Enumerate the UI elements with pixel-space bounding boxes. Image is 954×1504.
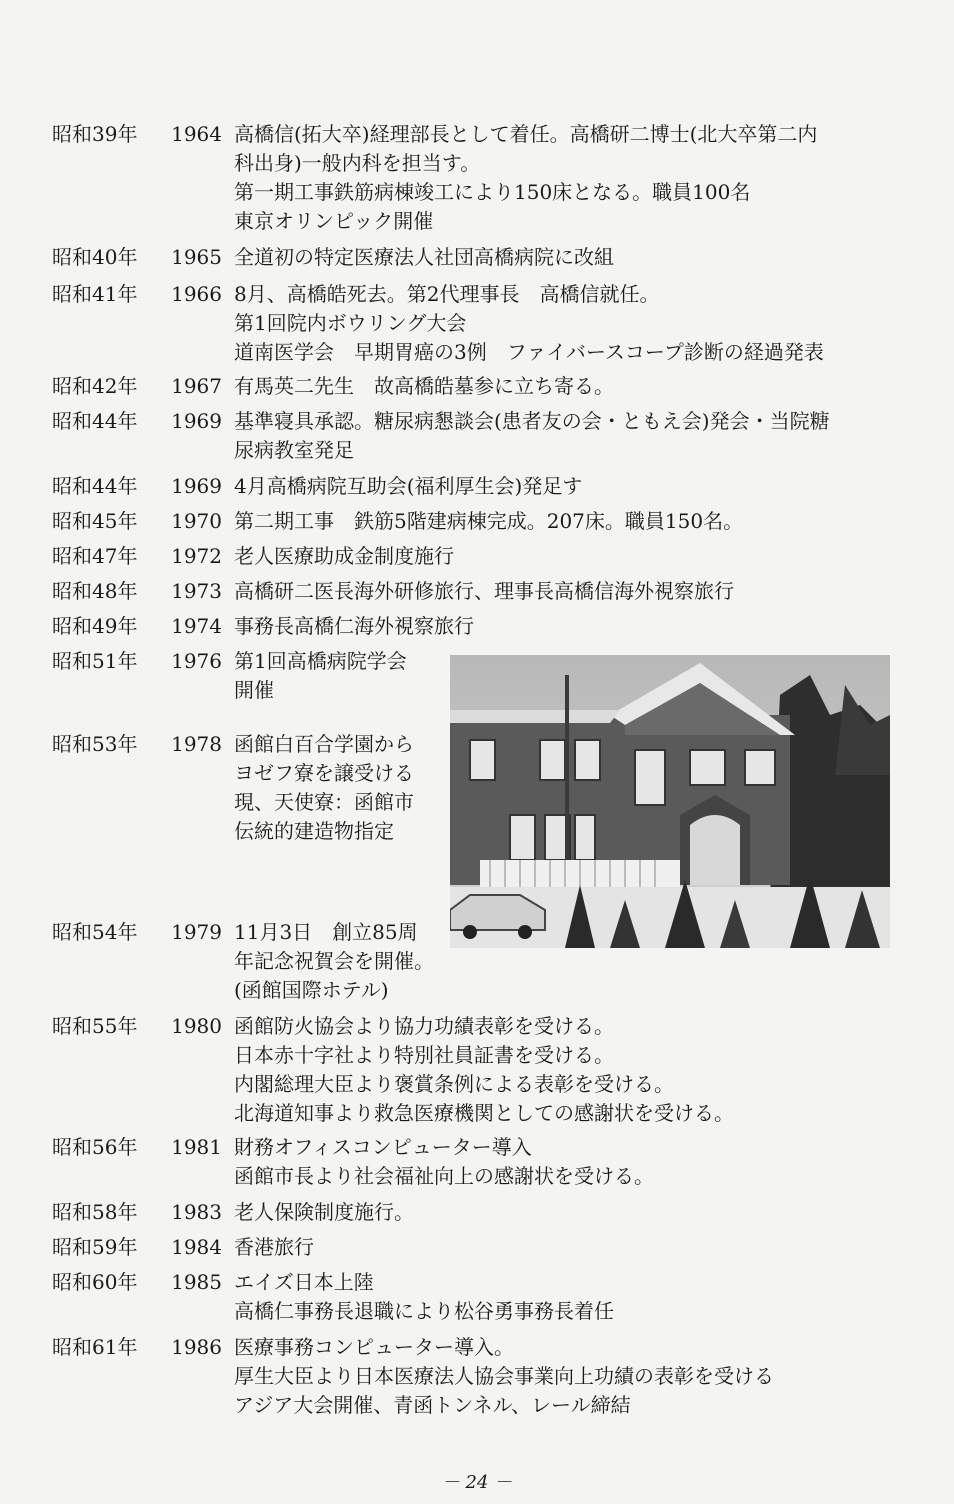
page-number: － 24 － [441, 1472, 513, 1493]
entry-text [234, 1333, 914, 1420]
western-year: 1970 [171, 509, 222, 533]
entry-line: 基準寝具承認。糖尿病懇談会(患者友の会・ともえ会)発会・当院糖 [234, 409, 830, 433]
era-year: 昭和41年 [52, 282, 138, 306]
entry-line: 高橋研二医長海外研修旅行、理事長高橋信海外視察旅行 [234, 579, 734, 603]
entry-line: 財務オフィスコンピューター導入 [234, 1135, 532, 1159]
entry-line: アジア大会開催、青函トンネル、レール締結 [234, 1393, 631, 1417]
entry-line: 函館防火協会より協力功績表彰を受ける。 [234, 1014, 614, 1038]
building-photo-illustration [450, 655, 890, 948]
entry-line: 北海道知事より救急医療機関としての感謝状を受ける。 [234, 1101, 734, 1125]
entry-text [234, 120, 914, 236]
era-year: 昭和61年 [52, 1335, 138, 1359]
era-year: 昭和44年 [52, 409, 138, 433]
era-year: 昭和54年 [52, 920, 138, 944]
entry-line: 函館白百合学園から [234, 732, 414, 756]
western-year: 1974 [171, 614, 222, 638]
entry-text [234, 1198, 914, 1227]
era-year: 昭和59年 [52, 1235, 138, 1259]
entry-text [234, 472, 914, 501]
era-year: 昭和45年 [52, 509, 138, 533]
entry-line: 第1回高橋病院学会 [234, 649, 407, 673]
entry-text [234, 407, 914, 465]
western-year: 1980 [171, 1014, 222, 1038]
entry-line: 高橋仁事務長退職により松谷勇事務長着任 [234, 1299, 614, 1323]
building-photo [450, 655, 890, 948]
entry-line: 伝統的建造物指定 [234, 819, 394, 843]
entry-line: 厚生大臣より日本医療法人協会事業向上功績の表彰を受ける [234, 1364, 774, 1388]
entry-line: 高橋信(拓大卒)経理部長として着任。高橋研二博士(北大卒第二内 [234, 122, 818, 146]
entry-line: 4月高橋病院互助会(福利厚生会)発足す [234, 474, 583, 498]
western-year: 1973 [171, 579, 222, 603]
era-year: 昭和48年 [52, 579, 138, 603]
entry-text [234, 1233, 914, 1262]
western-year: 1983 [171, 1200, 222, 1224]
entry-line: 道南医学会 早期胃癌の3例 ファイバースコープ診断の経過発表 [234, 340, 824, 364]
entry-line: ヨゼフ寮を譲受ける [234, 761, 414, 785]
era-year: 昭和53年 [52, 732, 138, 756]
era-year: 昭和49年 [52, 614, 138, 638]
entry-line: 事務長高橋仁海外視察旅行 [234, 614, 474, 638]
entry-text [234, 507, 914, 536]
entry-text [234, 280, 914, 367]
entry-text [234, 1012, 914, 1128]
entry-text [234, 612, 914, 641]
entry-text [234, 542, 914, 571]
entry-line: 内閣総理大臣より褒賞条例による表彰を受ける。 [234, 1072, 674, 1096]
entry-text [234, 1268, 914, 1326]
western-year: 1985 [171, 1270, 222, 1294]
western-year: 1966 [171, 282, 222, 306]
entry-line: 科出身)一般内科を担当す。 [234, 151, 481, 175]
era-year: 昭和60年 [52, 1270, 138, 1294]
era-year: 昭和47年 [52, 544, 138, 568]
western-year: 1972 [171, 544, 222, 568]
western-year: 1964 [171, 122, 222, 146]
western-year: 1969 [171, 409, 222, 433]
entry-line: エイズ日本上陸 [234, 1270, 374, 1294]
entry-line: 有馬英二先生 故高橋皓墓参に立ち寄る。 [234, 374, 614, 398]
entry-text [234, 372, 914, 401]
era-year: 昭和51年 [52, 649, 138, 673]
western-year: 1976 [171, 649, 222, 673]
western-year: 1965 [171, 245, 222, 269]
entry-line: 東京オリンピック開催 [234, 209, 434, 233]
era-year: 昭和55年 [52, 1014, 138, 1038]
era-year: 昭和40年 [52, 245, 138, 269]
era-year: 昭和39年 [52, 122, 138, 146]
era-year: 昭和56年 [52, 1135, 138, 1159]
entry-line: 11月3日 創立85周 [234, 920, 418, 944]
era-year: 昭和44年 [52, 474, 138, 498]
western-year: 1978 [171, 732, 222, 756]
western-year: 1984 [171, 1235, 222, 1259]
entry-line: 現、天使寮：函館市 [234, 790, 414, 814]
entry-line: 年記念祝賀会を開催。 [234, 949, 434, 973]
entry-text [234, 1133, 914, 1191]
western-year: 1967 [171, 374, 222, 398]
entry-text [234, 577, 914, 606]
entry-line: 医療事務コンピューター導入。 [234, 1335, 514, 1359]
entry-line: 老人保険制度施行。 [234, 1200, 414, 1224]
era-year: 昭和58年 [52, 1200, 138, 1224]
entry-line: 老人医療助成金制度施行 [234, 544, 454, 568]
western-year: 1981 [171, 1135, 222, 1159]
western-year: 1986 [171, 1335, 222, 1359]
entry-line: 函館市長より社会福祉向上の感謝状を受ける。 [234, 1164, 654, 1188]
western-year: 1979 [171, 920, 222, 944]
western-year: 1969 [171, 474, 222, 498]
entry-line: 第一期工事鉄筋病棟竣工により150床となる。職員100名 [234, 180, 751, 204]
entry-line: (函館国際ホテル) [234, 978, 389, 1002]
entry-line: 第1回院内ボウリング大会 [234, 311, 467, 335]
entry-line: 8月、高橋皓死去。第2代理事長 高橋信就任。 [234, 282, 660, 306]
entry-line: 尿病教室発足 [234, 438, 354, 462]
entry-line: 開催 [234, 678, 274, 702]
entry-line: 香港旅行 [234, 1235, 314, 1259]
entry-line: 第二期工事 鉄筋5階建病棟完成。207床。職員150名。 [234, 509, 744, 533]
era-year: 昭和42年 [52, 374, 138, 398]
entry-text [234, 243, 914, 272]
entry-line: 日本赤十字社より特別社員証書を受ける。 [234, 1043, 614, 1067]
entry-line: 全道初の特定医療法人社団高橋病院に改組 [234, 245, 614, 269]
